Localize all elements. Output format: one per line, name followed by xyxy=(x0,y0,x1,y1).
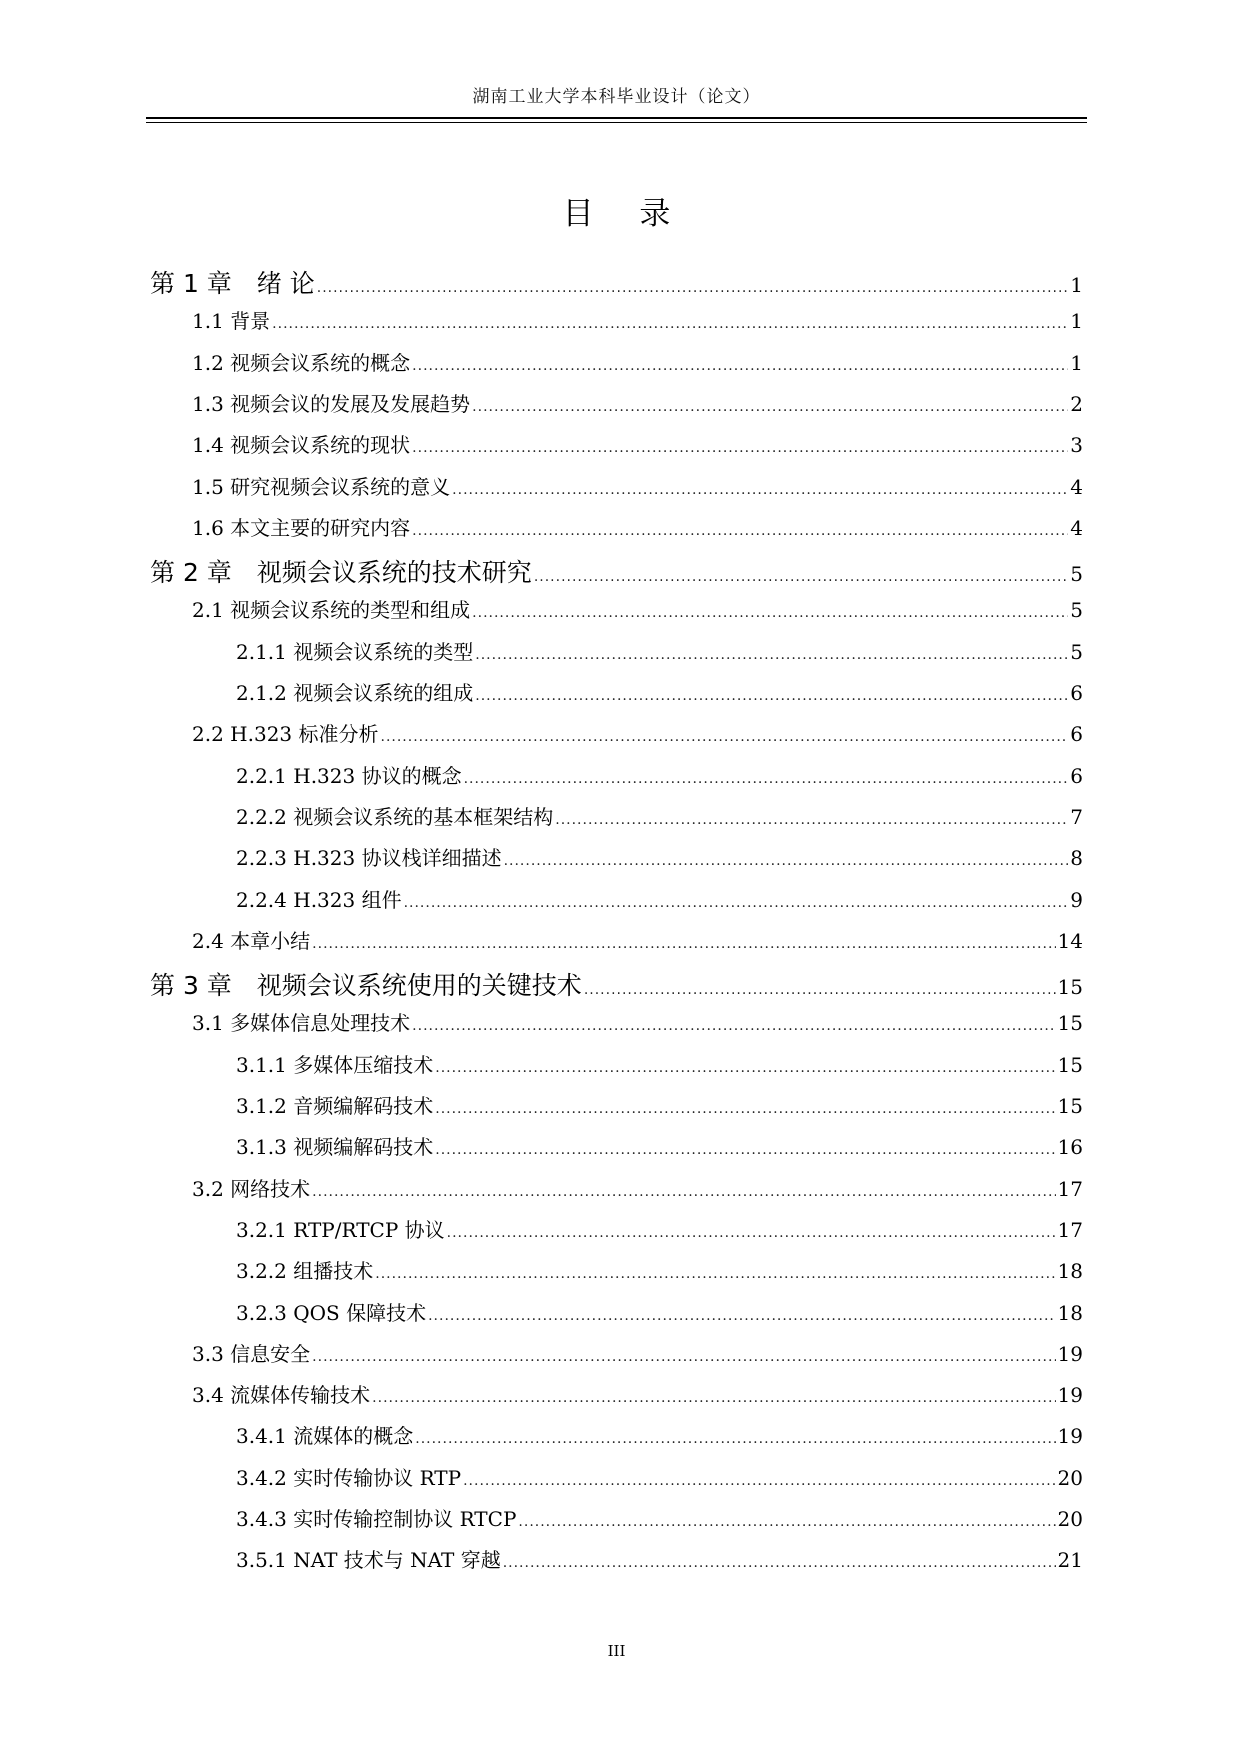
toc-entry-label: 3.4.3 实时传输控制协议 RTCP xyxy=(236,1507,517,1531)
toc-entry-page: 15 xyxy=(1057,1011,1083,1036)
toc-entry[interactable] xyxy=(236,1049,1083,1079)
dot-leader xyxy=(412,358,1068,374)
toc-entry-label: 3.4.2 实时传输协议 RTP xyxy=(236,1465,462,1490)
dot-leader xyxy=(412,440,1068,456)
toc-entry[interactable] xyxy=(236,842,1083,872)
toc-entry[interactable] xyxy=(192,718,1083,748)
toc-entry-page: 2 xyxy=(1070,391,1083,416)
toc-entry-page: 14 xyxy=(1057,928,1083,953)
toc-entry-page: 6 xyxy=(1070,763,1083,788)
toc-entry-label: 1.3 视频会议的发展及发展趋势 xyxy=(192,391,471,416)
toc-entry-page: 1 xyxy=(1070,309,1083,334)
toc-entry-page: 5 xyxy=(1070,598,1083,623)
dot-leader xyxy=(464,771,1069,787)
dot-leader xyxy=(415,1431,1055,1447)
toc-entry-page: 5 xyxy=(1070,562,1083,587)
dot-leader xyxy=(463,1473,1055,1489)
toc-entry[interactable] xyxy=(236,1462,1083,1492)
toc-entry-label: 2.2.3 H.323 协议栈详细描述 xyxy=(236,846,502,871)
toc-entry-label: 3.1.3 视频编解码技术 xyxy=(236,1135,434,1160)
toc-entry-page: 20 xyxy=(1057,1507,1083,1531)
toc-entry[interactable] xyxy=(192,471,1083,501)
toc-entry-page: 8 xyxy=(1070,846,1083,871)
dot-leader xyxy=(518,1514,1055,1530)
toc-entry-label: 3.1 多媒体信息处理技术 xyxy=(192,1011,411,1036)
toc-entry[interactable] xyxy=(192,1338,1083,1368)
toc-entry-label: 2.4 本章小结 xyxy=(192,928,311,953)
toc-entry[interactable] xyxy=(236,1255,1083,1285)
toc-entry[interactable] xyxy=(192,388,1083,418)
toc-entry-label: 3.3 信息安全 xyxy=(192,1341,311,1366)
toc-entry-label: 3.4.1 流媒体的概念 xyxy=(236,1424,414,1449)
dot-leader xyxy=(412,523,1068,539)
toc-entry-page: 19 xyxy=(1057,1341,1083,1366)
toc-entry-page: 1 xyxy=(1070,350,1083,375)
toc-entry-label: 1.6 本文主要的研究内容 xyxy=(192,515,411,540)
toc-entry-label: 第 1 章 绪 论 xyxy=(150,269,315,298)
dot-leader xyxy=(534,569,1068,585)
toc-entry[interactable] xyxy=(192,429,1083,459)
toc-entry[interactable] xyxy=(192,1173,1083,1203)
toc-entry-page: 1 xyxy=(1070,273,1083,297)
toc-entry-page: 18 xyxy=(1057,1300,1083,1325)
toc-entry-label: 3.5.1 NAT 技术与 NAT 穿越 xyxy=(236,1548,501,1573)
toc-entry[interactable] xyxy=(236,1544,1083,1574)
dot-leader xyxy=(372,1390,1055,1406)
dot-leader xyxy=(312,1184,1055,1200)
toc-entry[interactable] xyxy=(236,1503,1083,1533)
toc-entry[interactable] xyxy=(236,1090,1083,1120)
dot-leader xyxy=(555,812,1068,828)
dot-leader xyxy=(472,605,1068,621)
toc-entry[interactable] xyxy=(192,1379,1083,1409)
toc-entry[interactable] xyxy=(236,1131,1083,1161)
toc-entry-page: 21 xyxy=(1057,1548,1083,1573)
toc-entry-page: 4 xyxy=(1070,474,1083,499)
toc-entry-page: 5 xyxy=(1070,639,1083,664)
header-rule-thick xyxy=(146,117,1087,119)
page-number: III xyxy=(607,1642,626,1660)
dot-leader xyxy=(452,482,1068,498)
dot-leader xyxy=(475,647,1068,663)
toc-entry-label: 1.4 视频会议系统的现状 xyxy=(192,433,411,458)
toc-entry-label: 2.1.1 视频会议系统的类型 xyxy=(236,639,474,664)
toc-entry[interactable] xyxy=(150,553,1083,588)
toc-entry-label: 3.1.2 音频编解码技术 xyxy=(236,1094,434,1118)
toc-entry-label: 1.1 背景 xyxy=(192,309,271,334)
dot-leader xyxy=(375,1266,1055,1282)
dot-leader xyxy=(504,853,1069,869)
toc-entry-page: 20 xyxy=(1057,1465,1083,1490)
toc-entry-label: 2.2.4 H.323 组件 xyxy=(236,887,402,912)
toc-entry-label: 3.2 网络技术 xyxy=(192,1176,311,1201)
toc-entry-page: 6 xyxy=(1070,722,1083,747)
dot-leader xyxy=(312,936,1055,952)
toc-entry-label: 2.2.1 H.323 协议的概念 xyxy=(236,763,462,788)
toc-entry-page: 18 xyxy=(1057,1259,1083,1284)
dot-leader xyxy=(435,1142,1055,1158)
toc-entry[interactable] xyxy=(192,925,1083,955)
dot-leader xyxy=(428,1308,1055,1324)
toc-entry[interactable] xyxy=(236,677,1083,707)
toc-entry-page: 19 xyxy=(1057,1424,1083,1449)
toc-entry-label: 3.1.1 多媒体压缩技术 xyxy=(236,1052,434,1077)
dot-leader xyxy=(447,1225,1056,1241)
toc-entry[interactable] xyxy=(236,1420,1083,1450)
toc-title: 目 录 xyxy=(562,196,689,232)
toc-entry[interactable] xyxy=(192,1007,1083,1037)
toc-entry-label: 3.2.3 QOS 保障技术 xyxy=(236,1300,427,1325)
toc-entry[interactable] xyxy=(192,305,1083,335)
toc-entry-page: 16 xyxy=(1057,1135,1083,1160)
toc-entry-label: 2.2 H.323 标准分析 xyxy=(192,722,379,747)
toc-entry[interactable] xyxy=(192,347,1083,377)
toc-entry-page: 9 xyxy=(1070,887,1083,912)
dot-leader xyxy=(472,399,1068,415)
toc-entry-page: 17 xyxy=(1057,1176,1083,1201)
toc-entry-page: 15 xyxy=(1057,1094,1083,1118)
toc-entry-page: 3 xyxy=(1070,433,1083,458)
toc-entry-label: 第 3 章 视频会议系统使用的关键技术 xyxy=(150,971,582,1001)
toc-entry[interactable] xyxy=(150,264,1083,298)
toc-entry-label: 3.2.2 组播技术 xyxy=(236,1259,374,1284)
toc-entry-label: 3.2.1 RTP/RTCP 协议 xyxy=(236,1217,445,1242)
dot-leader xyxy=(272,316,1068,332)
toc-entry-label: 2.1.2 视频会议系统的组成 xyxy=(236,681,474,705)
dot-leader xyxy=(475,688,1068,704)
toc-entry[interactable] xyxy=(236,801,1083,831)
header-rule-thin xyxy=(146,122,1087,123)
running-header: 湖南工业大学本科毕业设计（论文） xyxy=(472,87,761,107)
dot-leader xyxy=(435,1101,1055,1117)
toc-entry-page: 17 xyxy=(1057,1217,1083,1242)
dot-leader xyxy=(412,1018,1055,1034)
toc-entry-label: 1.5 研究视频会议系统的意义 xyxy=(192,474,451,499)
toc-entry[interactable] xyxy=(236,636,1083,666)
toc-entry-label: 2.1 视频会议系统的类型和组成 xyxy=(192,598,471,623)
toc-entry-page: 15 xyxy=(1057,975,1083,1000)
toc-entry[interactable] xyxy=(192,594,1083,624)
toc-entry-page: 6 xyxy=(1070,681,1083,705)
dot-leader xyxy=(584,982,1056,998)
toc-entry-page: 4 xyxy=(1070,515,1083,540)
dot-leader xyxy=(435,1060,1055,1076)
toc-entry-page: 7 xyxy=(1070,804,1083,829)
toc-entry[interactable] xyxy=(236,1297,1083,1327)
toc-entry[interactable] xyxy=(192,512,1083,542)
toc-entry-page: 19 xyxy=(1057,1383,1083,1408)
dot-leader xyxy=(381,729,1069,745)
dot-leader xyxy=(317,280,1069,296)
toc-entry[interactable] xyxy=(236,760,1083,790)
toc-entry-label: 3.4 流媒体传输技术 xyxy=(192,1383,371,1408)
toc-entry-label: 第 2 章 视频会议系统的技术研究 xyxy=(150,558,532,588)
toc-entry[interactable] xyxy=(236,884,1083,914)
dot-leader xyxy=(312,1349,1055,1365)
toc-entry-page: 15 xyxy=(1057,1052,1083,1077)
dot-leader xyxy=(503,1555,1056,1571)
toc-entry[interactable] xyxy=(150,966,1083,1001)
toc-entry-label: 2.2.2 视频会议系统的基本框架结构 xyxy=(236,804,554,829)
dot-leader xyxy=(404,895,1069,911)
toc-entry-label: 1.2 视频会议系统的概念 xyxy=(192,350,411,375)
toc-entry[interactable] xyxy=(236,1214,1083,1244)
